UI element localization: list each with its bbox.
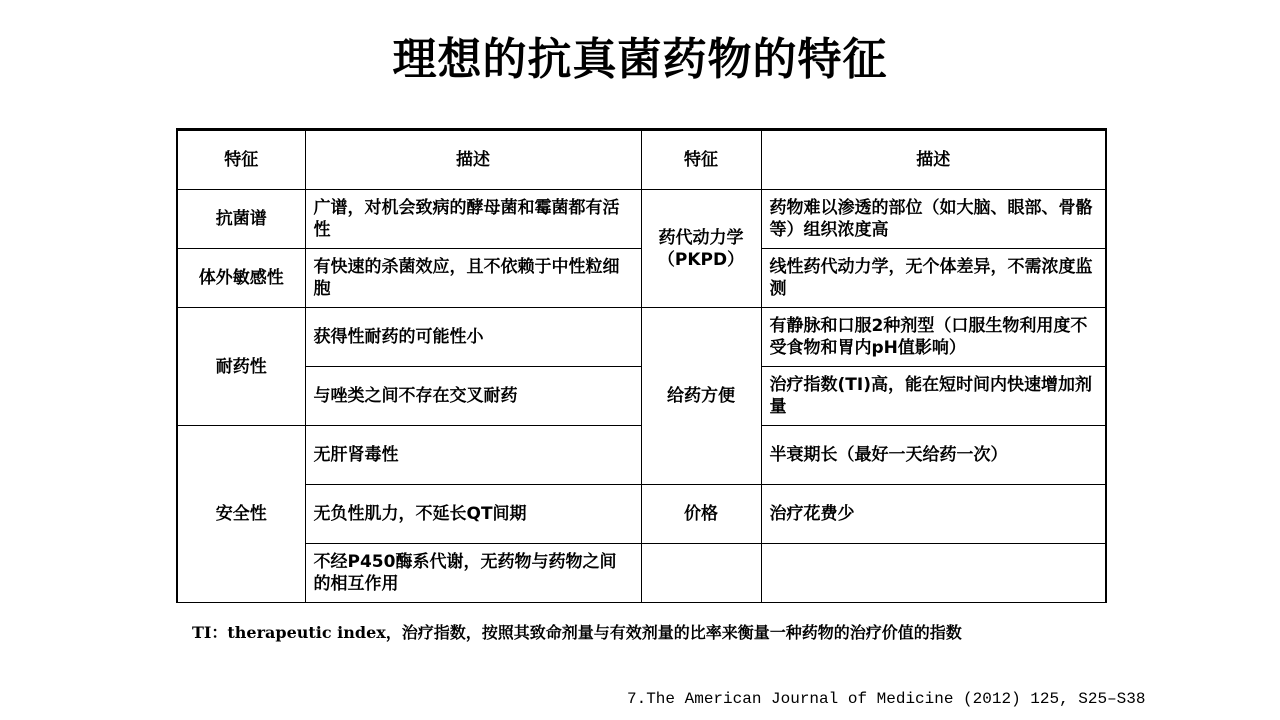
features-table bbox=[176, 128, 1107, 603]
desc-admin-3: 半衰期长（最好一天给药一次） bbox=[761, 426, 1106, 485]
feature-resistance: 耐药性 bbox=[177, 308, 305, 426]
empty-cell bbox=[641, 544, 761, 603]
desc-safety-3: 不经P450酶系代谢，无药物与药物之间的相互作用 bbox=[305, 544, 641, 603]
desc-in-vitro: 有快速的杀菌效应，且不依赖于中性粒细胞 bbox=[305, 249, 641, 308]
citation: 7.The American Journal of Medicine (2012) 125, S25–S38 bbox=[627, 690, 1146, 708]
feature-spectrum: 抗菌谱 bbox=[177, 190, 305, 249]
header-feature-right: 特征 bbox=[641, 130, 761, 190]
page-title: 理想的抗真菌药物的特征 bbox=[392, 34, 888, 85]
desc-admin-2: 治疗指数(TI)高，能在短时间内快速增加剂量 bbox=[761, 367, 1106, 426]
feature-in-vitro: 体外敏感性 bbox=[177, 249, 305, 308]
table-header-row bbox=[177, 130, 1106, 190]
pkpd-label-line1: 药代动力学 bbox=[658, 227, 744, 248]
header-description-left: 描述 bbox=[305, 130, 641, 190]
feature-pkpd bbox=[641, 190, 761, 308]
table-row bbox=[177, 190, 1106, 249]
feature-administration: 给药方便 bbox=[641, 308, 761, 485]
desc-price: 治疗花费少 bbox=[761, 485, 1106, 544]
desc-pk-linear: 线性药代动力学，无个体差异，不需浓度监测 bbox=[761, 249, 1106, 308]
header-feature-left: 特征 bbox=[177, 130, 305, 190]
desc-safety-2: 无负性肌力，不延长QT间期 bbox=[305, 485, 641, 544]
table-row bbox=[177, 485, 1106, 544]
desc-resistance-2: 与唑类之间不存在交叉耐药 bbox=[305, 367, 641, 426]
empty-cell bbox=[761, 544, 1106, 603]
pkpd-label-line2: （PKPD） bbox=[657, 249, 745, 270]
desc-safety-1: 无肝肾毒性 bbox=[305, 426, 641, 485]
feature-safety: 安全性 bbox=[177, 426, 305, 603]
table-row bbox=[177, 544, 1106, 603]
feature-price: 价格 bbox=[641, 485, 761, 544]
desc-spectrum: 广谱，对机会致病的酵母菌和霉菌都有活性 bbox=[305, 190, 641, 249]
table-row bbox=[177, 308, 1106, 367]
desc-resistance-1: 获得性耐药的可能性小 bbox=[305, 308, 641, 367]
header-description-right: 描述 bbox=[761, 130, 1106, 190]
desc-pk-penetration: 药物难以渗透的部位（如大脑、眼部、骨骼等）组织浓度高 bbox=[761, 190, 1106, 249]
desc-admin-1: 有静脉和口服2种剂型（口服生物利用度不受食物和胃内pH值影响） bbox=[761, 308, 1106, 367]
footnote: TI：therapeutic index，治疗指数，按照其致命剂量与有效剂量的比率来衡量一种药物的治疗价值的指数 bbox=[192, 623, 962, 642]
